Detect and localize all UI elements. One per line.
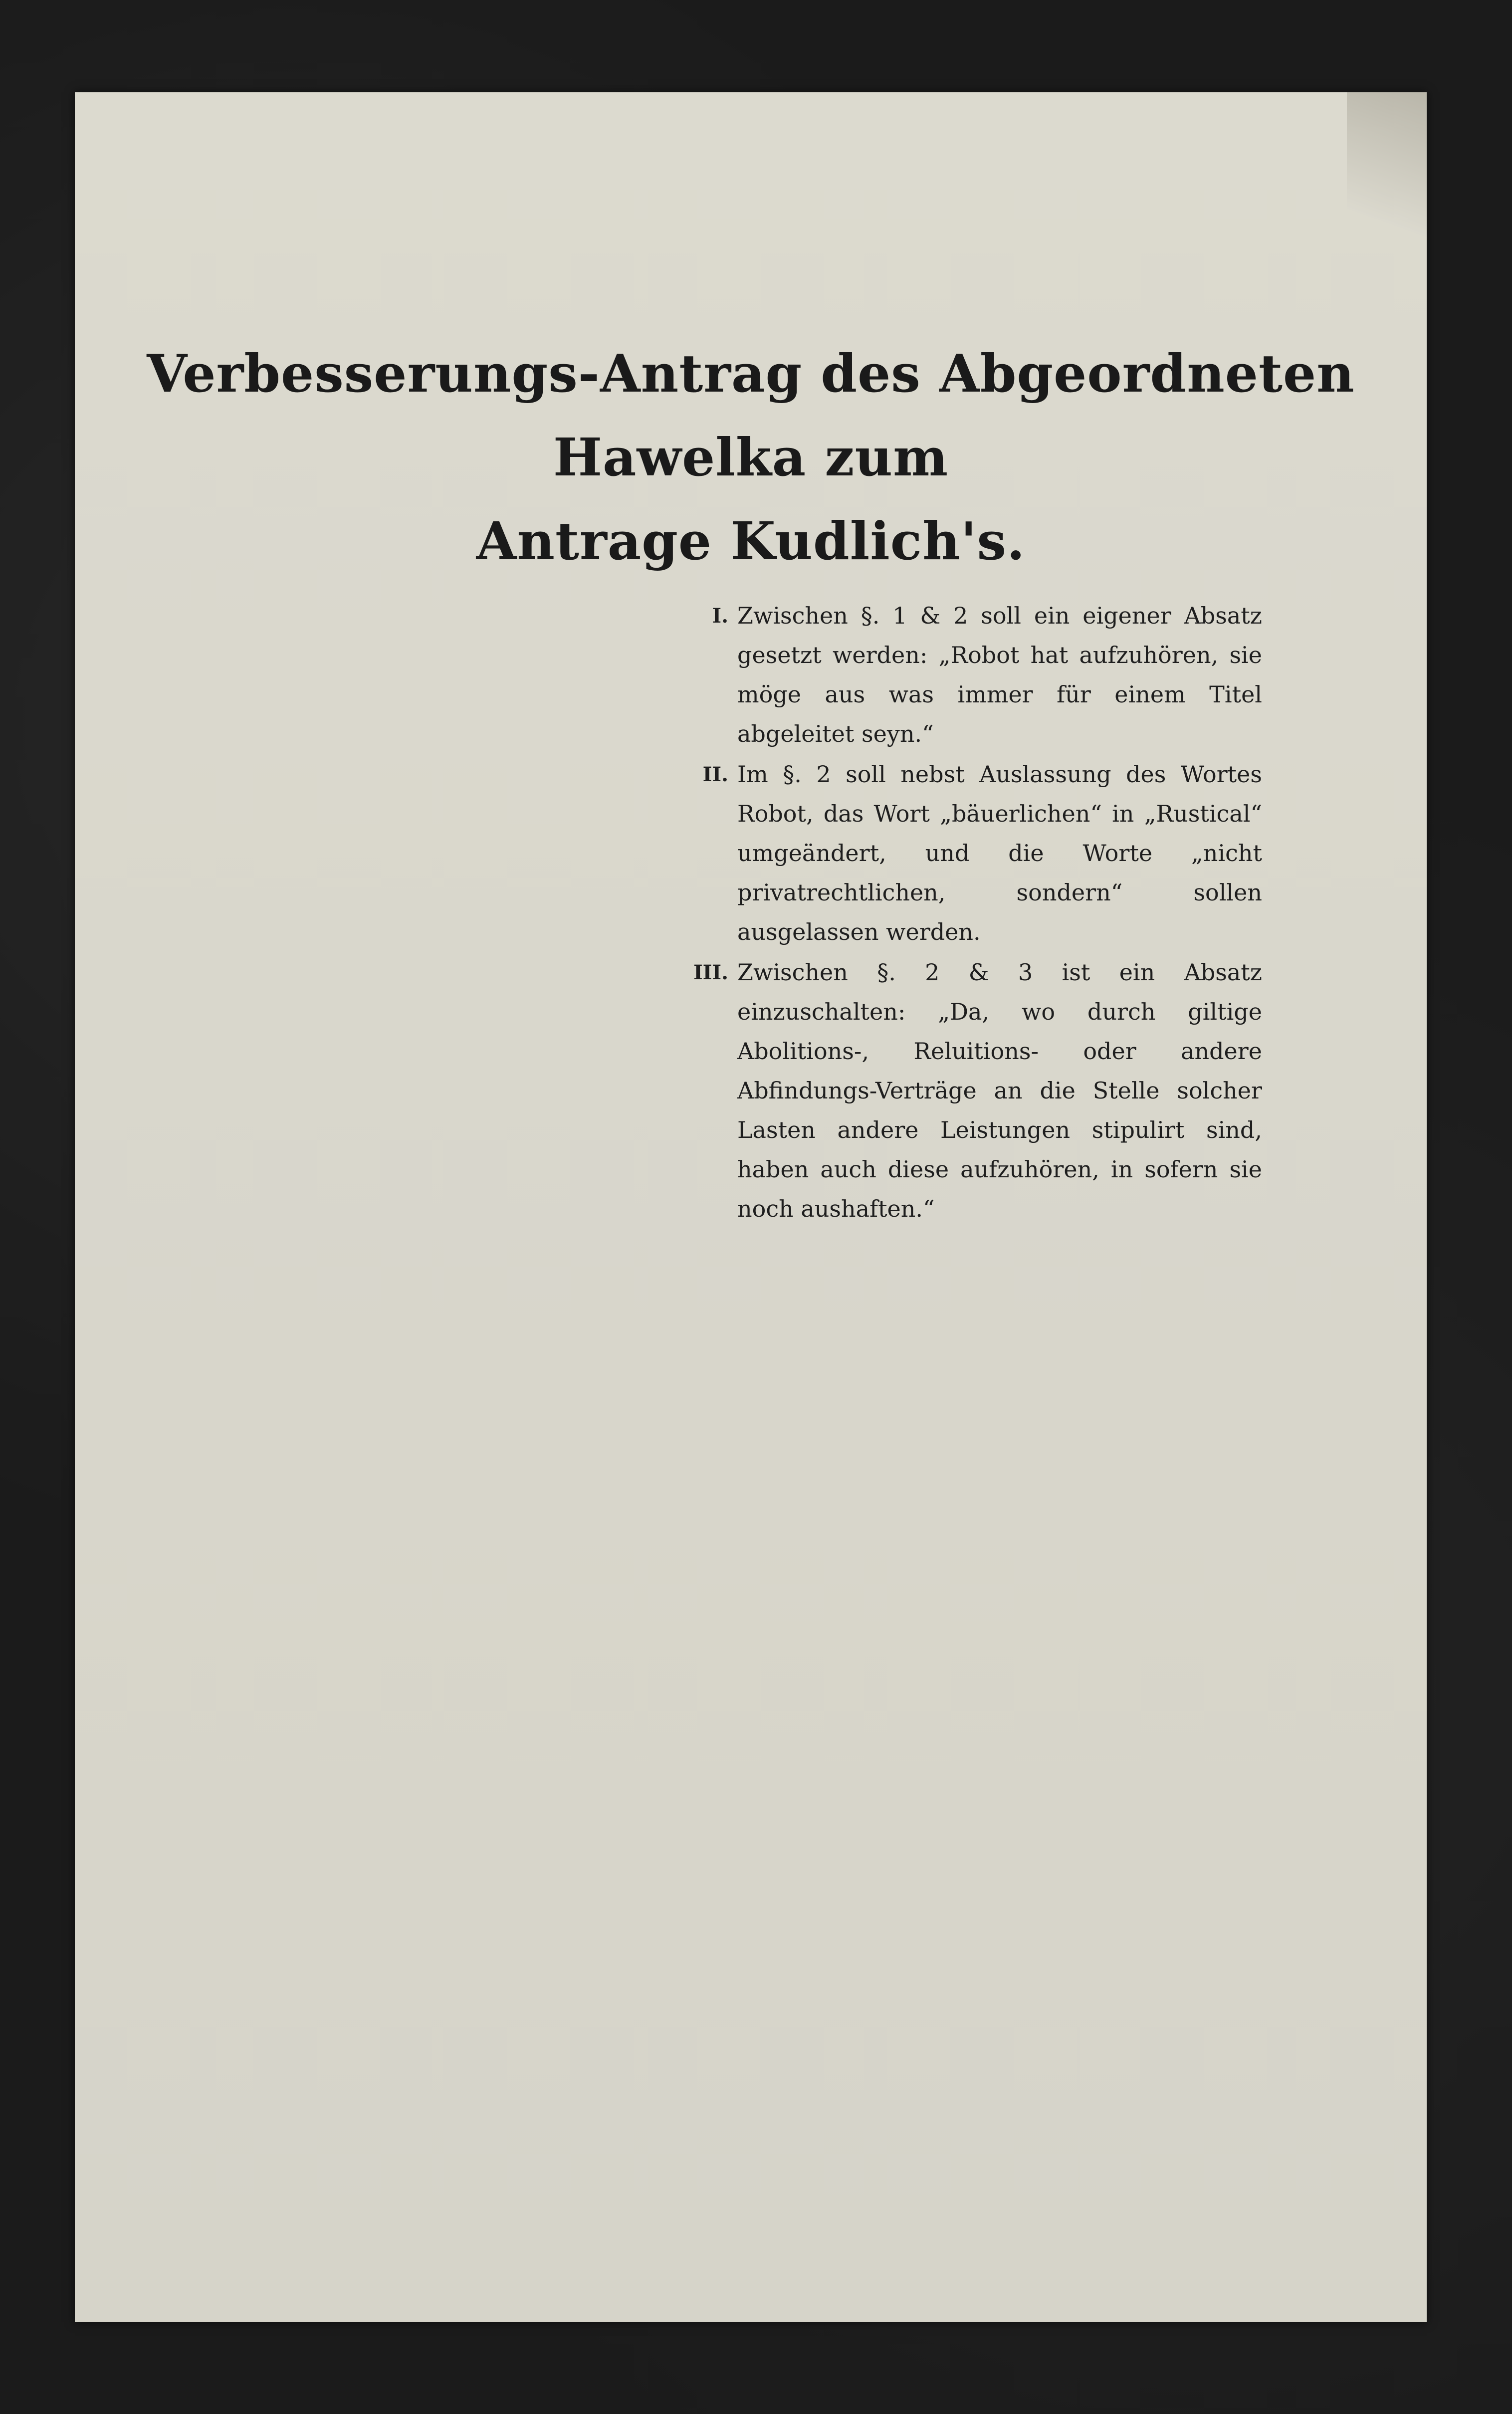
document-page [75,92,1427,2322]
amendment-item-1 [688,596,1262,754]
item-number: II. [702,763,728,786]
amendment-item-3 [688,953,1262,1229]
document-title [75,332,1427,583]
item-number: III. [693,961,728,984]
amendment-item-2 [688,755,1262,952]
title-line-2: Antrage Kudlich's. [476,510,1026,572]
amendment-list [688,596,1262,1230]
item-number: I. [712,604,728,628]
item-text: Zwischen §. 1 & 2 soll ein eigener Absatz gesetzt werden: „Robot hat aufzuhören, sie möge aus was immer für einem Titel abgeleitet seyn.“ [737,602,1262,747]
title-line-1: Verbesserungs-Antrag des Abgeordneten Hawelka zum [147,343,1355,488]
item-text: Im §. 2 soll nebst Auslassung des Wortes Robot, das Wort „bäuerlichen“ in „Rustical“ umgeändert, und die Worte „nicht privatrechtlichen, sondern“ sollen ausgelassen werden. [737,761,1262,945]
item-text: Zwischen §. 2 & 3 ist ein Absatz einzuschalten: „Da, wo durch giltige Abolitions-, Reluitions- oder andere Abfindungs-Verträge an die Stelle solcher Lasten andere Leistungen stipulirt sind, haben auch diese aufzuhören, in sofern sie noch aushaften.“ [737,959,1262,1222]
